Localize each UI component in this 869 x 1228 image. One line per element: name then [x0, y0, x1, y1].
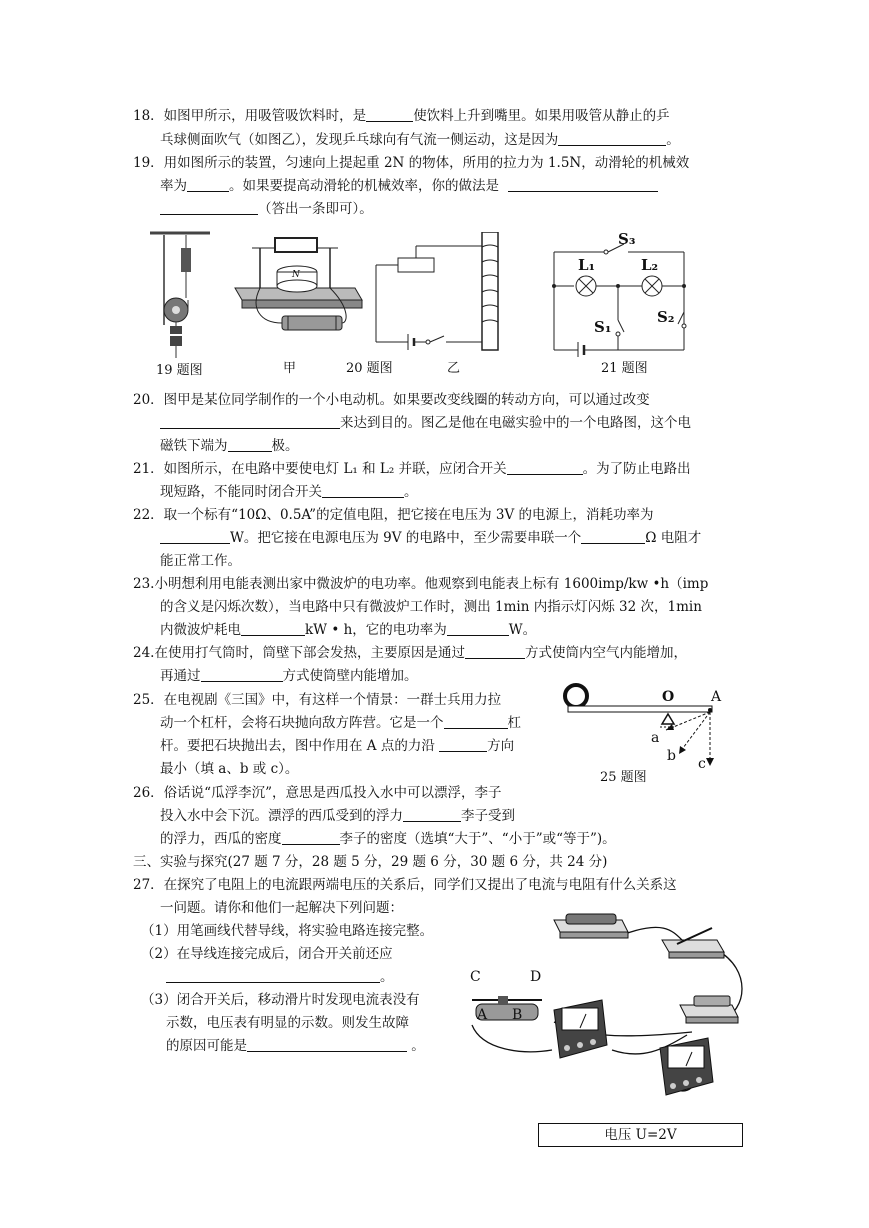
q22-line3: 能正常工作。: [160, 553, 241, 569]
q25-line3: [160, 736, 514, 756]
q18-line1: [133, 106, 670, 126]
q26-blank1[interactable]: [403, 807, 461, 822]
q24-line1: [133, 643, 687, 663]
pulley-figure: [150, 230, 210, 360]
q23-blank2[interactable]: [447, 621, 509, 636]
electromagnet-circuit: [372, 232, 502, 352]
q25-text-a: 动一个杠杆，会将石块抛向敌方阵营。它是一个: [160, 715, 444, 731]
voltage-box: 电压 U=2V: [538, 1123, 743, 1147]
fig20-caption: 20 题图: [346, 361, 393, 376]
q27-text-d: 。: [411, 1038, 425, 1054]
q27-text-b: 。: [380, 969, 394, 985]
experiment-circuit: [462, 910, 752, 1110]
q18-text-b: 使饮料上升到嘴里。如果用吸管从静止的乒: [413, 108, 670, 124]
q24-blank1[interactable]: [465, 644, 525, 659]
q24-line2: [160, 666, 418, 686]
q27-line1: 27．在探究了电阻上的电流跟两端电压的关系后，同学们又提出了电流与电阻有什么关系这: [133, 877, 677, 893]
q25-blank1[interactable]: [444, 714, 508, 729]
q20-text-a: 来达到目的。图乙是他在电磁实验中的一个电路图，这个电: [340, 415, 691, 431]
q25-line1: 25．在电视剧《三国》中，有这样一个情景：一群士兵用力拉: [133, 692, 502, 708]
q27-blank1[interactable]: [166, 968, 380, 983]
lever-o-label: O: [662, 689, 675, 705]
q27-sub3-line1: （3）闭合开关后，移动滑片时发现电流表没有: [141, 992, 420, 1008]
fig25-caption: 25 题图: [600, 770, 647, 785]
q23-line1: 23.小明想利用电能表测出家中微波炉的电功率。他观察到电能表上标有 1600imp/kw •h（imp: [133, 576, 709, 592]
rheostat-a-label: A: [477, 1007, 488, 1023]
q21-text-c: 现短路，不能同时闭合开关: [160, 484, 322, 500]
q27-sub2: （2）在导线连接完成后，闭合开关前还应: [141, 946, 393, 962]
lever-a-label: a: [651, 730, 660, 746]
q18-text-c: 乓球侧面吹气（如图乙），发现乒乓球向有气流一侧运动，这是因为: [160, 132, 559, 148]
q20-text-c: 极。: [271, 438, 299, 454]
q19-text-c: （答出一条即可）。: [258, 201, 373, 217]
fig19-caption: 19 题图: [156, 363, 203, 378]
q19-blank3[interactable]: [160, 200, 258, 215]
q18-blank2[interactable]: [558, 131, 666, 146]
q21-blank1[interactable]: [507, 460, 583, 475]
q25-line2: [160, 713, 521, 733]
q26-text-d: 李子的密度（选填“大于”、“小于”或“等于”)。: [339, 831, 616, 847]
q27-sub2-answer: [166, 967, 394, 987]
q26-line1: 26．俗话说“瓜浮李沉”，意思是西瓜投入水中可以漂浮，李子: [133, 785, 502, 801]
s1-label: S₁: [594, 318, 612, 336]
q26-text-a: 投入水中会下沉。漂浮的西瓜受到的浮力: [160, 808, 403, 824]
q26-line2: [160, 806, 515, 826]
q24-text-b: 方式使筒内空气内能增加，: [524, 645, 687, 661]
q23-text-a: 内微波炉耗电: [160, 622, 241, 638]
q23-blank1[interactable]: [241, 621, 305, 636]
q23-text-b: kW • h，它的电功率为: [305, 622, 447, 638]
q26-text-b: 李子受到: [461, 808, 515, 824]
q21-line1: [133, 459, 691, 479]
q21-text-a: 21．如图所示，在电路中要使电灯 L₁ 和 L₂ 并联，应闭合开关: [133, 461, 507, 477]
q19-line2: [160, 176, 658, 196]
q22-text-b: Ω 电阻才: [645, 530, 702, 546]
q27-sub3-line2: 示数，电压表有明显的示数。则发生故障: [166, 1015, 409, 1031]
lever-c-label: c: [698, 756, 706, 772]
q26-blank2[interactable]: [282, 830, 340, 845]
q25-line4: 最小（填 a、b 或 c）。: [160, 761, 299, 777]
l1-label: L₁: [578, 256, 596, 274]
q18-text-a: 18．如图甲所示，用吸管吸饮料时，是: [133, 108, 367, 124]
q27-sub3-line3: [166, 1036, 425, 1056]
q27-text-c: 的原因可能是: [166, 1038, 247, 1054]
q21-blank2[interactable]: [322, 483, 404, 498]
q26-line3: [160, 829, 616, 849]
q18-blank1[interactable]: [366, 107, 413, 122]
q24-text-a: 24.在使用打气筒时，筒壁下部会发热，主要原因是通过: [133, 645, 465, 661]
q21-text-b: 。为了防止电路出: [582, 461, 691, 477]
fig20-yi-caption: 乙: [447, 361, 461, 376]
q18-line2: [160, 130, 680, 150]
parallel-circuit: [548, 232, 693, 357]
q27-blank2[interactable]: [247, 1037, 407, 1052]
q25-text-d: 方向: [487, 738, 515, 754]
q27-sub1: （1）用笔画线代替导线，将实验电路连接完整。: [141, 923, 434, 939]
q26-text-c: 的浮力，西瓜的密度: [160, 831, 282, 847]
q22-blank2[interactable]: [581, 529, 645, 544]
q23-line3: [160, 620, 536, 640]
magnet-n-label: N: [292, 270, 300, 280]
lever-b-label: b: [667, 748, 676, 764]
q20-line1: 20．图甲是某位同学制作的一个小电动机。如果要改变线圈的转动方向，可以通过改变: [133, 392, 650, 408]
q19-text-b: 。如果要提高动滑轮的机械效率，你的做法是: [229, 178, 499, 194]
q25-text-b: 杠: [507, 715, 521, 731]
q20-blank1[interactable]: [160, 414, 340, 429]
q25-text-c: 杆。要把石块抛出去，图中作用在 A 点的力沿: [160, 738, 435, 754]
q27-line2: 一问题。请你和他们一起解决下列问题：: [160, 900, 403, 916]
q22-line2: [160, 528, 701, 548]
rheostat-c-label: C: [470, 969, 481, 985]
q24-text-c: 再通过: [160, 668, 201, 684]
motor-figure: [230, 228, 365, 348]
q21-text-d: 。: [404, 484, 418, 500]
q25-blank2[interactable]: [439, 737, 487, 752]
q18-text-d: 。: [666, 132, 680, 148]
section3-heading: 三、实验与探究(27 题 7 分，28 题 5 分，29 题 6 分，30 题 6 分，共 24 分): [133, 854, 608, 870]
q19-text-a: 率为: [160, 178, 187, 194]
q19-blank2[interactable]: [508, 177, 658, 192]
q20-line3: [160, 436, 299, 456]
q20-line2: [160, 413, 691, 433]
s2-label: S₂: [657, 308, 675, 326]
q22-line1: 22．取一个标有“10Ω、0.5A”的定值电阻，把它接在电压为 3V 的电源上，消耗功率为: [133, 507, 654, 523]
q23-text-c: W。: [508, 622, 537, 638]
s3-label: S₃: [618, 230, 636, 248]
q20-blank2[interactable]: [228, 437, 272, 452]
rheostat-b-label: B: [512, 1007, 523, 1023]
q22-text-a: W。把它接在电源电压为 9V 的电路中，至少需要串联一个: [230, 530, 582, 546]
rheostat-d-label: D: [530, 969, 542, 985]
q20-text-b: 磁铁下端为: [160, 438, 228, 454]
q19-line1: 19．用如图所示的装置，匀速向上提起重 2N 的物体，所用的拉力为 1.5N，动滑轮的机械效: [133, 155, 690, 171]
q21-line2: [160, 482, 418, 502]
q19-line3: [160, 199, 373, 219]
fig21-caption: 21 题图: [601, 361, 648, 376]
fig20-jia-caption: 甲: [283, 361, 297, 376]
lever-a-point-label: A: [711, 689, 722, 705]
q24-blank2[interactable]: [201, 667, 283, 682]
q24-text-d: 方式使筒壁内能增加。: [282, 668, 418, 684]
l2-label: L₂: [641, 256, 659, 274]
q22-blank1[interactable]: [160, 529, 230, 544]
q23-line2: 的含义是闪烁次数），当电路中只有微波炉工作时，测出 1min 内指示灯闪烁 32 次，1min: [160, 599, 702, 615]
q19-blank1[interactable]: [187, 177, 229, 192]
